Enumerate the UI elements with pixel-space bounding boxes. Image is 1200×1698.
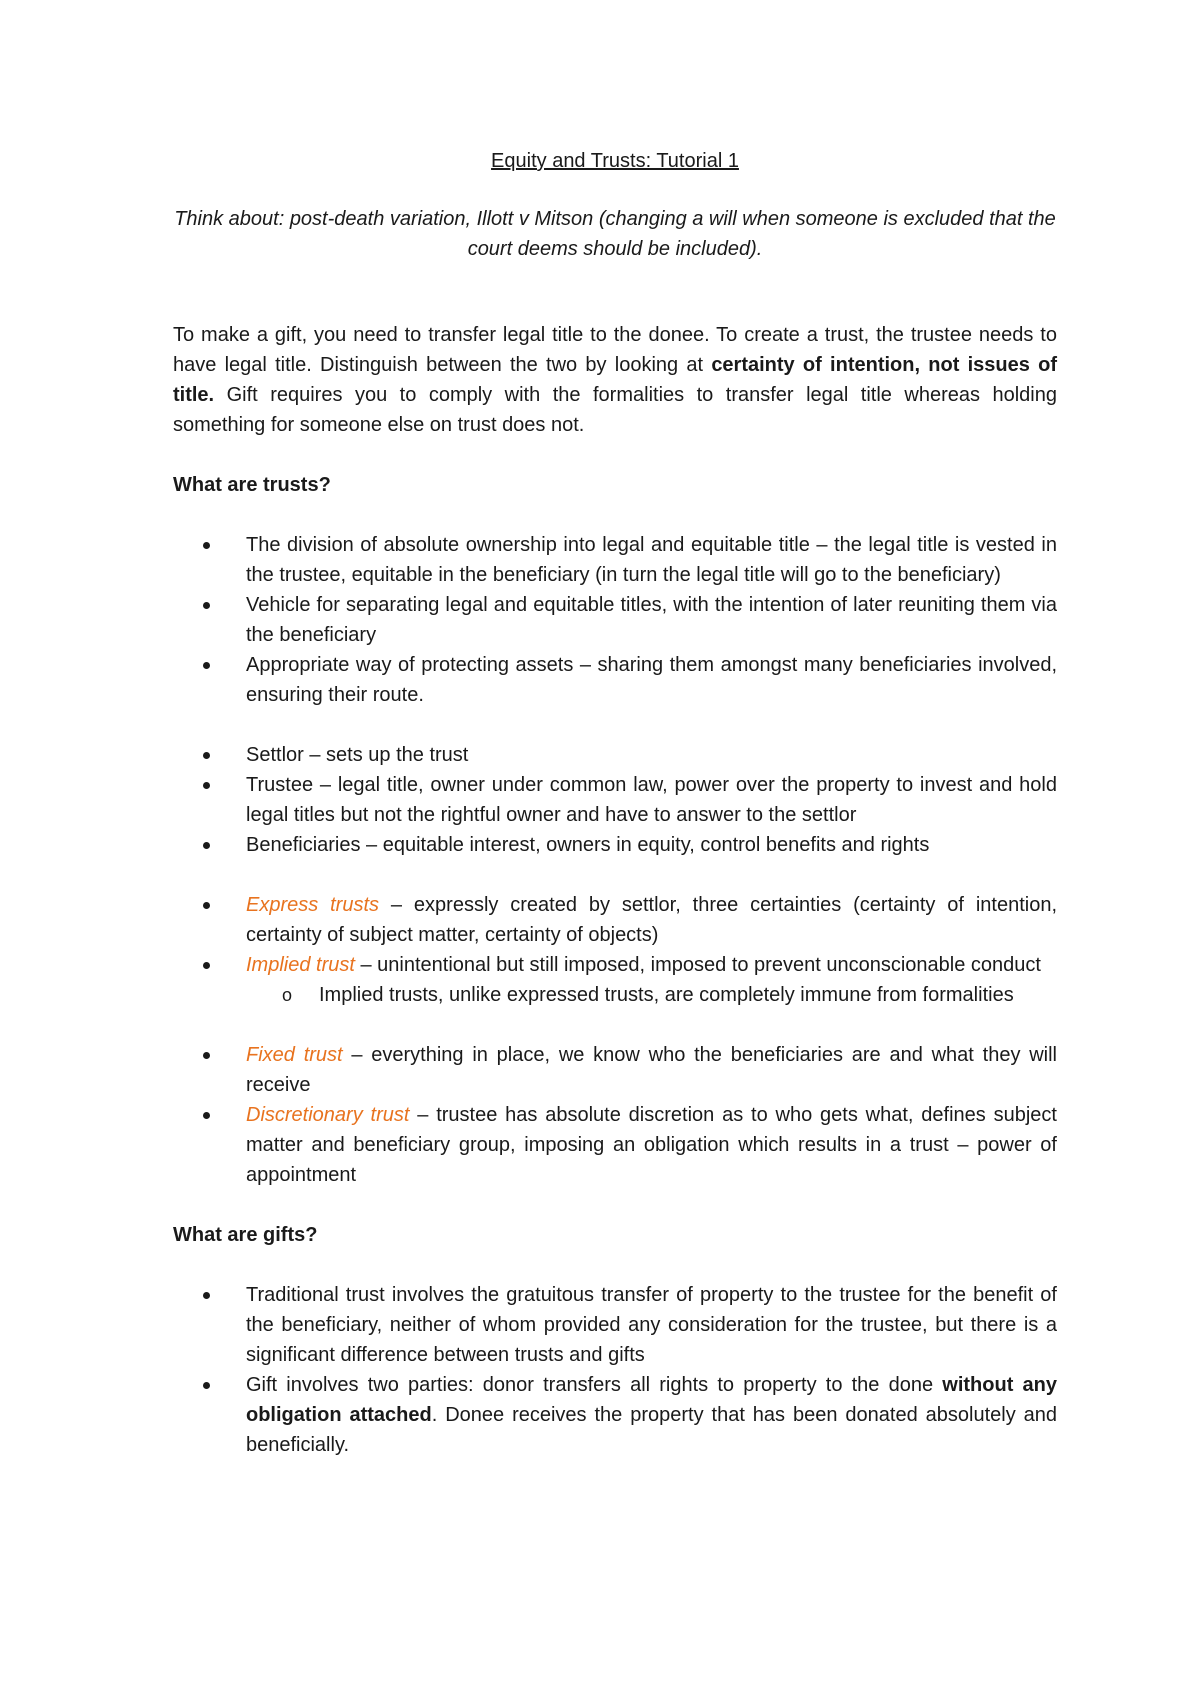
- list-item-text: The division of absolute ownership into legal and equitable title – the legal title is vested in the trustee, equitable in the beneficiary (in turn the legal title will go to the beneficiary): [246, 534, 1057, 586]
- bullet-icon: [203, 962, 210, 969]
- list-item-text: – expressly created by settlor, three certainties (certainty of intention, certainty of subject matter, certainty of objects): [246, 894, 1058, 946]
- document-body: [173, 146, 1057, 1460]
- paragraph-text: Gift requires you to comply with the formalities to transfer legal title whereas holding something for someone else on trust does not.: [173, 384, 1057, 436]
- bullet-icon: [203, 1382, 210, 1389]
- gifts-list: [173, 1280, 1057, 1460]
- bullet-icon: [203, 752, 210, 759]
- intro-note: Think about: post-death variation, Illott v Mitson (changing a will when someone is excluded that the court deems should be included).: [174, 208, 1056, 260]
- document-title: Equity and Trusts: Tutorial 1: [491, 150, 739, 172]
- list-item-text: – trustee has absolute discretion as to who gets what, defines subject matter and beneficiary group, imposing an obligation which results in a trust – power of appointment: [246, 1104, 1057, 1186]
- list-item: [173, 1040, 1057, 1100]
- section-heading-gifts: What are gifts?: [173, 1224, 318, 1246]
- term-discretionary-trust: Discretionary trust: [246, 1104, 410, 1126]
- list-item-bold-text: without any obligation attached: [246, 1374, 1057, 1426]
- section-heading-trusts: What are trusts?: [173, 474, 331, 496]
- intro-paragraph: [173, 320, 1057, 440]
- trusts-definition-list: [173, 530, 1057, 710]
- list-item: [173, 830, 1057, 860]
- list-item: [173, 590, 1057, 650]
- list-item-text: Appropriate way of protecting assets – sharing them amongst many beneficiaries involved, ensuring their route.: [246, 654, 1057, 706]
- bullet-icon: [203, 1052, 210, 1059]
- sub-list-item: [246, 980, 1057, 1010]
- list-item: [173, 530, 1057, 590]
- list-item: [173, 1280, 1057, 1370]
- term-express-trusts: Express trusts: [246, 894, 380, 916]
- bullet-icon: [203, 1292, 210, 1299]
- sub-list-item-text: Implied trusts, unlike expressed trusts, are completely immune from formalities: [319, 984, 1014, 1006]
- paragraph-bold-text: certainty of intention, not issues of title.: [173, 354, 1058, 406]
- list-item-text: – everything in place, we know who the beneficiaries are and what they will receive: [246, 1044, 1058, 1096]
- list-item: [173, 650, 1057, 710]
- bullet-icon: [203, 1112, 210, 1119]
- list-item-text: Gift involves two parties: donor transfers all rights to property to the done: [246, 1374, 943, 1396]
- trust-parties-list: [173, 740, 1057, 860]
- list-item: [173, 950, 1057, 1010]
- list-item: [173, 740, 1057, 770]
- trust-types-list-b: [173, 1040, 1057, 1190]
- list-item: [173, 890, 1057, 950]
- term-implied-trust: Implied trust: [246, 954, 355, 976]
- circle-bullet-icon: o: [282, 985, 293, 1005]
- list-item: [173, 770, 1057, 830]
- list-item-text: – unintentional but still imposed, imposed to prevent unconscionable conduct: [354, 954, 1041, 976]
- bullet-icon: [203, 782, 210, 789]
- bullet-icon: [203, 602, 210, 609]
- list-item-text: Traditional trust involves the gratuitous transfer of property to the trustee for the benefit of the beneficiary, neither of whom provided any consideration for the trustee, but there is a significant difference between trusts and gifts: [246, 1284, 1057, 1366]
- sub-list: [246, 980, 1057, 1010]
- term-fixed-trust: Fixed trust: [246, 1044, 343, 1066]
- list-item: [173, 1100, 1057, 1190]
- trust-types-list-a: [173, 890, 1057, 1010]
- list-item-text: Vehicle for separating legal and equitable titles, with the intention of later reuniting them via the beneficiary: [246, 594, 1057, 646]
- list-item-text: . Donee receives the property that has been donated absolutely and beneficially.: [246, 1404, 1057, 1456]
- list-item: [173, 1370, 1057, 1460]
- bullet-icon: [203, 662, 210, 669]
- bullet-icon: [203, 842, 210, 849]
- list-item-text: Trustee – legal title, owner under common law, power over the property to invest and hold legal titles but not the rightful owner and have to answer to the settlor: [246, 774, 1057, 826]
- paragraph-text: To make a gift, you need to transfer legal title to the donee. To create a trust, the trustee needs to have legal title. Distinguish between the two by looking at: [173, 324, 1057, 376]
- list-item-text: Beneficiaries – equitable interest, owners in equity, control benefits and rights: [246, 834, 930, 856]
- bullet-icon: [203, 542, 210, 549]
- list-item-text: Settlor – sets up the trust: [246, 744, 469, 766]
- bullet-icon: [203, 902, 210, 909]
